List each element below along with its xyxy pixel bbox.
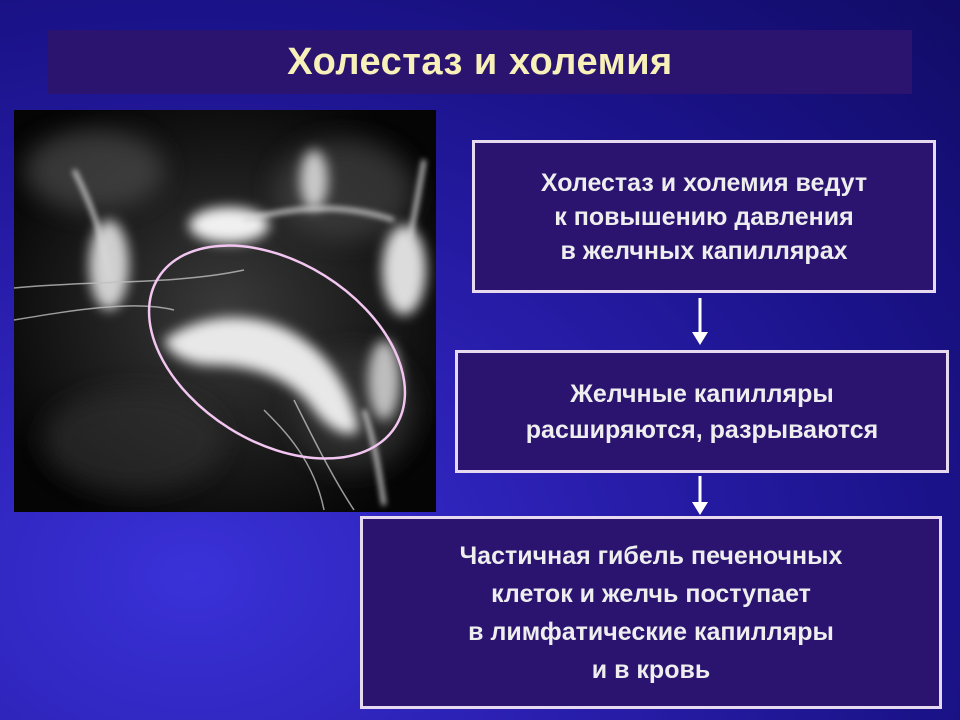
flow-box-2-line-1: Желчные капилляры bbox=[570, 379, 834, 408]
title-bar bbox=[48, 30, 912, 94]
flow-box-3-line-3: в лимфатические капилляры bbox=[468, 617, 834, 646]
flow-box-3-line-2: клеток и желчь поступает bbox=[491, 579, 811, 608]
flow-box-2 bbox=[455, 350, 949, 473]
flow-box-3 bbox=[360, 516, 942, 709]
flow-box-1 bbox=[472, 140, 936, 293]
flow-box-1-line-1: Холестаз и холемия ведут bbox=[540, 168, 868, 197]
arrow-down-icon bbox=[690, 298, 710, 346]
arrow-down-icon bbox=[690, 476, 710, 516]
xray-image bbox=[14, 110, 436, 512]
flow-box-3-line-4: и в кровь bbox=[591, 655, 711, 684]
flow-box-1-line-2: к повышению давления bbox=[554, 202, 854, 231]
slide-title: Холестаз и холемия bbox=[287, 40, 673, 83]
flow-box-2-line-2: расширяются, разрываются bbox=[525, 415, 879, 444]
flow-box-1-line-3: в желчных капиллярах bbox=[560, 236, 848, 265]
flow-box-3-line-1: Частичная гибель печеночных bbox=[459, 541, 843, 570]
